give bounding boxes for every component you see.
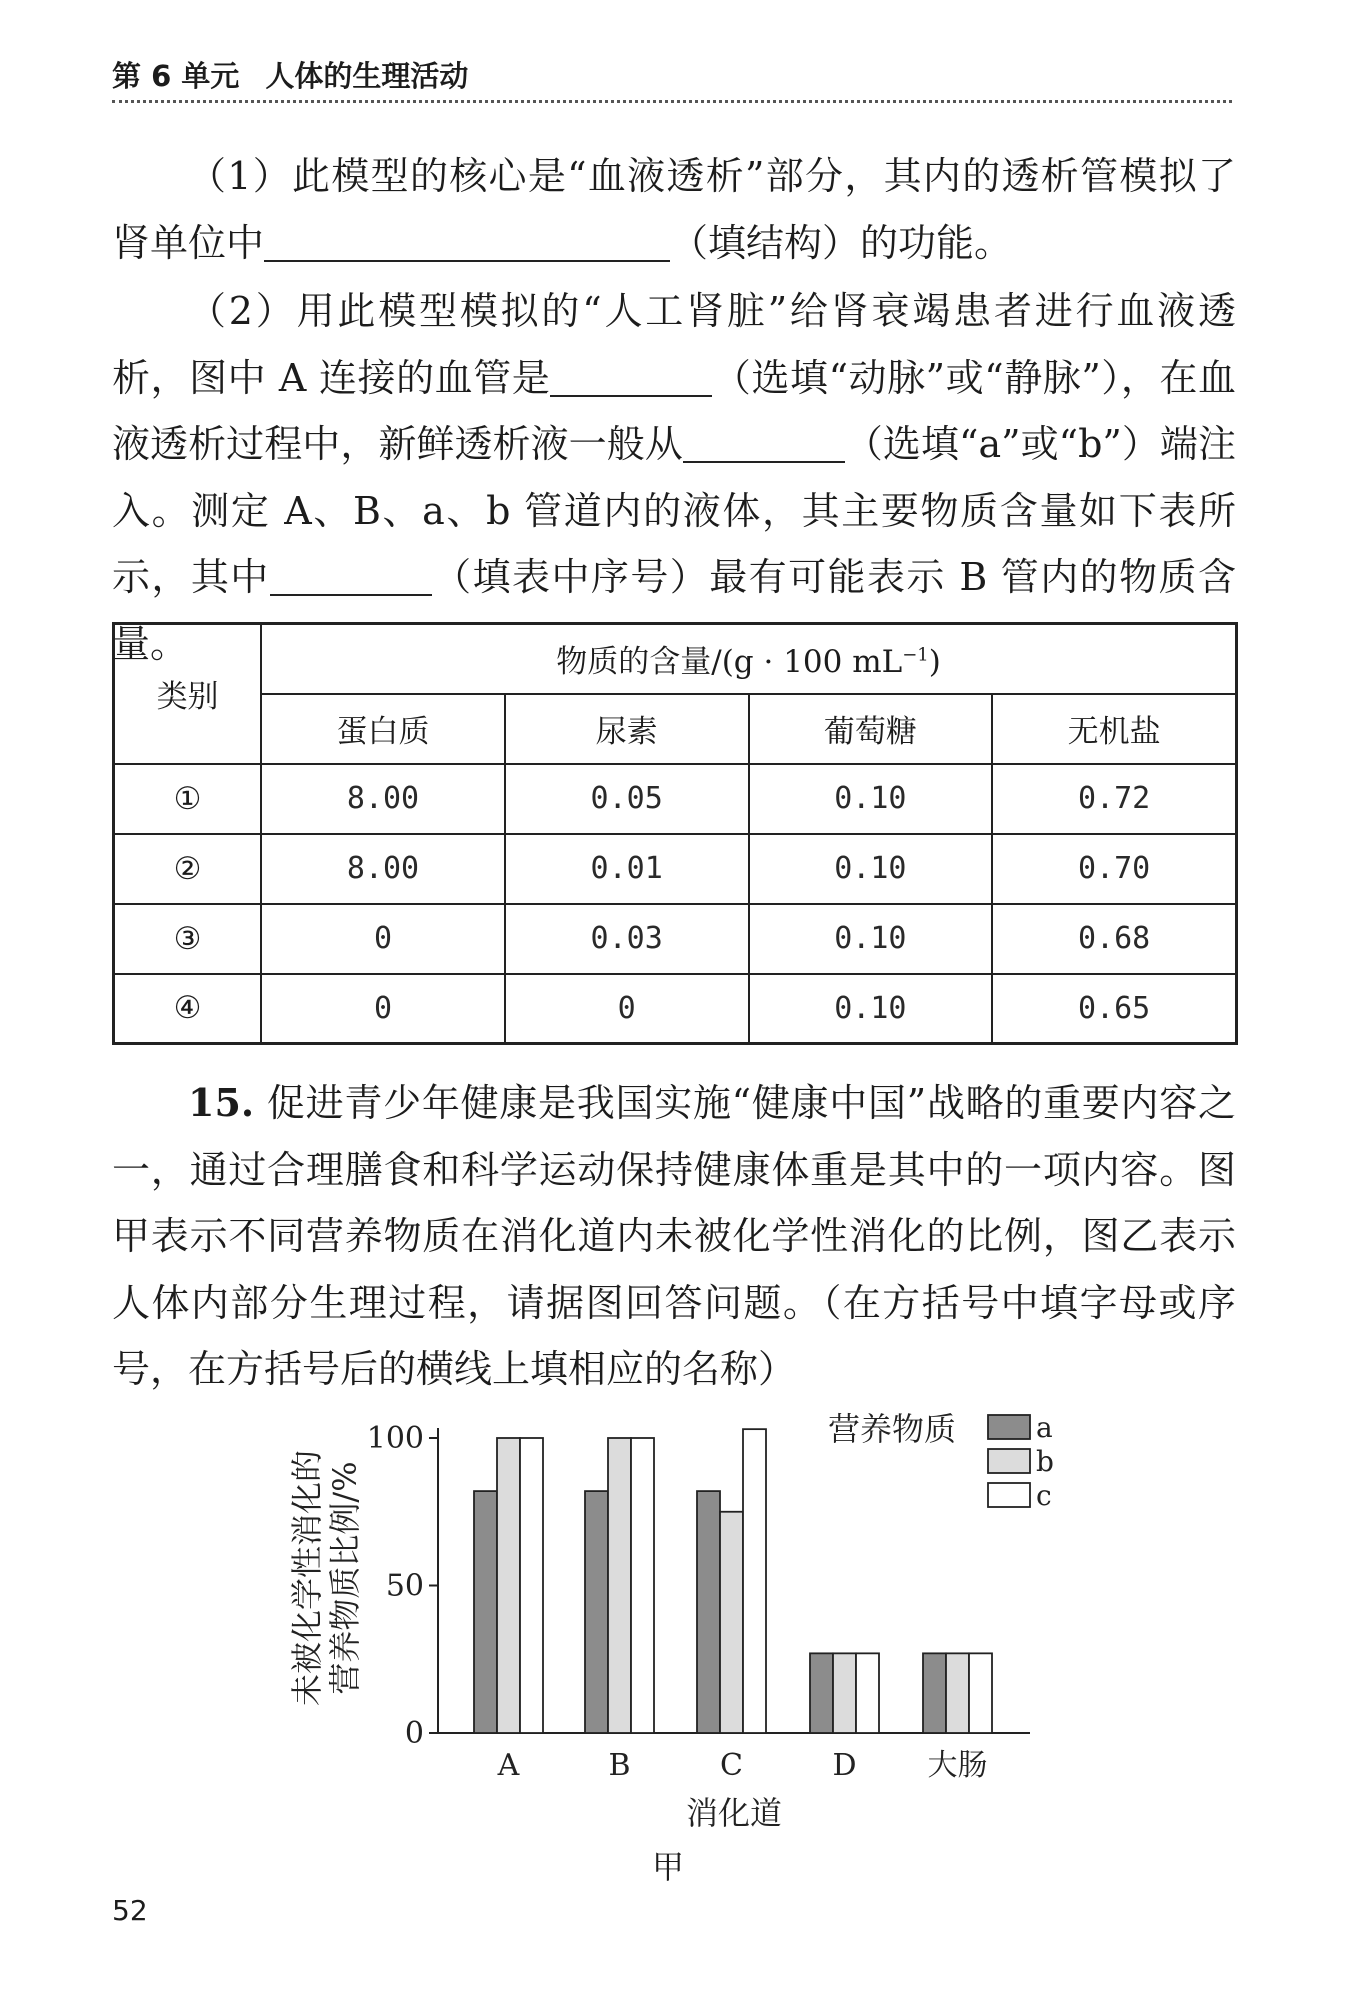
legend-label-b: b: [1036, 1445, 1054, 1478]
row-id: ③: [114, 904, 262, 974]
x-tick-label: B: [608, 1748, 631, 1783]
col-header-glucose: 葡萄糖: [749, 694, 993, 764]
row-id: ④: [114, 974, 262, 1044]
bar-c-2: [743, 1429, 766, 1733]
cell-value: 0.10: [749, 904, 993, 974]
bar-b-1: [608, 1438, 631, 1733]
bar-a-2: [697, 1491, 720, 1733]
cell-value: 0.72: [992, 764, 1236, 834]
y-tick-label: 100: [366, 1421, 424, 1456]
figure-caption: 甲: [652, 1848, 685, 1886]
x-axis-label: 消化道: [685, 1794, 783, 1832]
table-category-header: 类别: [114, 624, 262, 764]
col-header-protein: 蛋白质: [261, 694, 505, 764]
unit-label: 第 6 单元: [112, 59, 240, 93]
row-id: ①: [114, 764, 262, 834]
question-15-text: 促进青少年健康是我国实施“健康中国”战略的重要内容之一，通过合理膳食和科学运动保持健康体重是其中的一项内容。图甲表示不同营养物质在消化道内未被化学性消化的比例，图乙表示人体内部分生理过程，请据图回答问题。（在方括号中填字母或序号，在方括号后的横线上填相应的名称）: [112, 1081, 1236, 1391]
unit-title: 人体的生理活动: [265, 59, 469, 93]
x-tick-label: D: [832, 1748, 857, 1783]
legend-title: 营养物质: [828, 1410, 957, 1448]
cell-value: 0.70: [992, 834, 1236, 904]
col-header-urea: 尿素: [505, 694, 749, 764]
cell-value: 0.01: [505, 834, 749, 904]
bar-b-4: [946, 1653, 969, 1733]
cell-value: 0.10: [749, 974, 993, 1044]
legend-swatch-c: [988, 1483, 1030, 1507]
cell-value: 0: [505, 974, 749, 1044]
bar-c-1: [631, 1438, 654, 1733]
cell-value: 0: [261, 904, 505, 974]
q1-text-before: （1）此模型的核心是“血液透析”部分，其内的透析管模拟了肾单位中: [112, 154, 1236, 265]
q2-part2: （选填“动脉”或“静脉”），在血液透析过程中，新鲜透析液一般从: [112, 355, 1236, 466]
y-axis-label-line2: 营养物质比例/%: [326, 1461, 364, 1695]
q2-part4: （填表中序号）最有可能表示 B 管内的物质含量。: [112, 555, 1236, 666]
x-tick-label: C: [720, 1748, 743, 1783]
bar-c-0: [520, 1438, 543, 1733]
cell-value: 0.10: [749, 764, 993, 834]
x-tick-label: 大肠: [927, 1748, 988, 1783]
bar-b-3: [833, 1653, 856, 1733]
cell-value: 8.00: [261, 764, 505, 834]
x-tick-label: A: [497, 1748, 520, 1783]
cell-value: 0: [261, 974, 505, 1044]
bar-a-3: [810, 1653, 833, 1733]
question-number: 15.: [188, 1080, 255, 1125]
cell-value: 0.05: [505, 764, 749, 834]
bar-a-1: [585, 1491, 608, 1733]
cell-value: 0.68: [992, 904, 1236, 974]
q2-part3: （选填“a”或“b”）端注入。测定 A、B、a、b 管道内的液体，其主要物质含量如下表所示，其中: [112, 422, 1236, 599]
row-id: ②: [114, 834, 262, 904]
q2-part1: （2）用此模型模拟的“人工肾脏”给肾衰竭患者进行血液透析，图中 A 连接的血管是: [112, 289, 1236, 400]
cell-value: 0.65: [992, 974, 1236, 1044]
legend-swatch-a: [988, 1415, 1030, 1439]
col-header-salt: 无机盐: [992, 694, 1236, 764]
page-number: 52: [112, 1894, 148, 1927]
bar-c-4: [969, 1653, 992, 1733]
legend-swatch-b: [988, 1449, 1030, 1473]
bar-a-0: [474, 1491, 497, 1733]
y-axis-label-line1: 未被化学性消化的: [288, 1449, 326, 1707]
legend-label-a: a: [1036, 1411, 1053, 1444]
bar-a-4: [923, 1653, 946, 1733]
cell-value: 8.00: [261, 834, 505, 904]
q1-text-after: （填结构）的功能。: [670, 220, 1013, 265]
y-tick-label: 0: [404, 1716, 424, 1751]
bar-b-2: [720, 1512, 743, 1733]
bar-c-3: [856, 1653, 879, 1733]
cell-value: 0.03: [505, 904, 749, 974]
y-tick-label: 50: [385, 1568, 424, 1604]
table-group-header: 物质的含量/(g · 100 $mL^{-1}$): [261, 624, 1236, 694]
cell-value: 0.10: [749, 834, 993, 904]
legend-label-c: c: [1036, 1479, 1052, 1512]
bar-b-0: [497, 1438, 520, 1733]
